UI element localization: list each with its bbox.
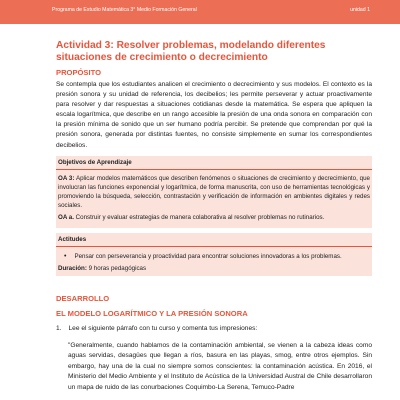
step-1 <box>56 324 372 333</box>
oa3-paragraph <box>58 174 370 210</box>
activity-title: Actividad 3: Resolver problemas, modelando diferentes situaciones de crecimiento o decrecimiento <box>56 40 326 63</box>
actitudes-box <box>56 233 372 276</box>
proposito-text: Se contempla que los estudiantes analicen el crecimiento o decrecimiento y sus modelos. El contexto es la presión sonora y su unidad de referencia, los decibelios; les permite perseverar y actuar proactivamente para resolver y dar respuestas a situaciones cotidianas desde la matemática. Se espera que apliquen la escala logarítmica, que describe en un rango accesible la presión de una onda sonora en comparación con la presión mínima de sonido que un ser humano podría percibir. Se pretende que comprendan por qué la presión sonora, generada por distintas fuentes, no consiste simplemente en sumar los correspondientes decibelios. <box>56 81 372 149</box>
objetivos-body <box>56 170 372 228</box>
actitudes-body <box>56 247 372 276</box>
objetivos-box <box>56 156 372 228</box>
oaa-code: OA a. <box>58 213 74 221</box>
program-title: Programa de Estudio Matemática 3° Medio Formación General <box>52 7 197 13</box>
actitudes-heading: Actitudes <box>56 233 372 247</box>
desarrollo-heading: DESARROLLO <box>56 293 110 303</box>
quote-paragraph: "Generalmente, cuando hablamos de la contaminación ambiental, se vienen a la cabeza ideas como aguas servidas, desagües que llegan a ríos, basura en las playas, smog, entre otros ejemplos. Sin embargo, hay una de la cual no siempre somos conscientes: la contaminación acústica. En 2016, el Ministerio del Medio Ambiente y el Instituto de Acústica de la Universidad Austral de Chile desarrollaron un mapa de ruido de las conurbaciones Coquimbo-La Serena, Temuco-Padre <box>68 341 372 392</box>
bullet-icon: • <box>64 252 67 260</box>
actitud-text: Pensar con perseverancia y proactividad para encontrar soluciones innovadoras a los problemas. <box>74 252 342 260</box>
objetivos-heading: Objetivos de Aprendizaje <box>56 156 372 170</box>
step-1-text: Lee el siguiente párrafo con tu curso y comenta tus impresiones: <box>68 324 258 332</box>
oaa-text: Construir y evaluar estrategias de manera colaborativa al resolver problemas no rutinarios. <box>75 213 325 221</box>
proposito-heading: PROPÓSITO <box>56 68 102 77</box>
duracion-value: 9 horas pedagógicas <box>88 264 147 272</box>
oa3-code: OA 3: <box>58 174 75 182</box>
actitud-item <box>64 252 370 261</box>
unit-label: unidad 1 <box>350 7 370 13</box>
step-1-number: 1. <box>56 324 62 332</box>
oa3-text: Aplicar modelos matemáticos que describen fenómenos o situaciones de crecimiento y decrecimiento, que involucran las funciones exponencial y logarítmica, de forma manuscrita, con uso de herramientas tecnológicas y promoviendo la búsqueda, selección, contrastación y verificación de información en ambientes digitales y redes sociales. <box>58 174 370 209</box>
duracion-label: Duración: <box>58 264 87 272</box>
duracion <box>58 264 370 273</box>
page-header <box>0 0 400 24</box>
main-content <box>56 40 372 394</box>
modelo-heading: EL MODELO LOGARÍTMICO Y LA PRESIÓN SONORA <box>56 308 248 318</box>
oaa-paragraph <box>58 213 370 222</box>
